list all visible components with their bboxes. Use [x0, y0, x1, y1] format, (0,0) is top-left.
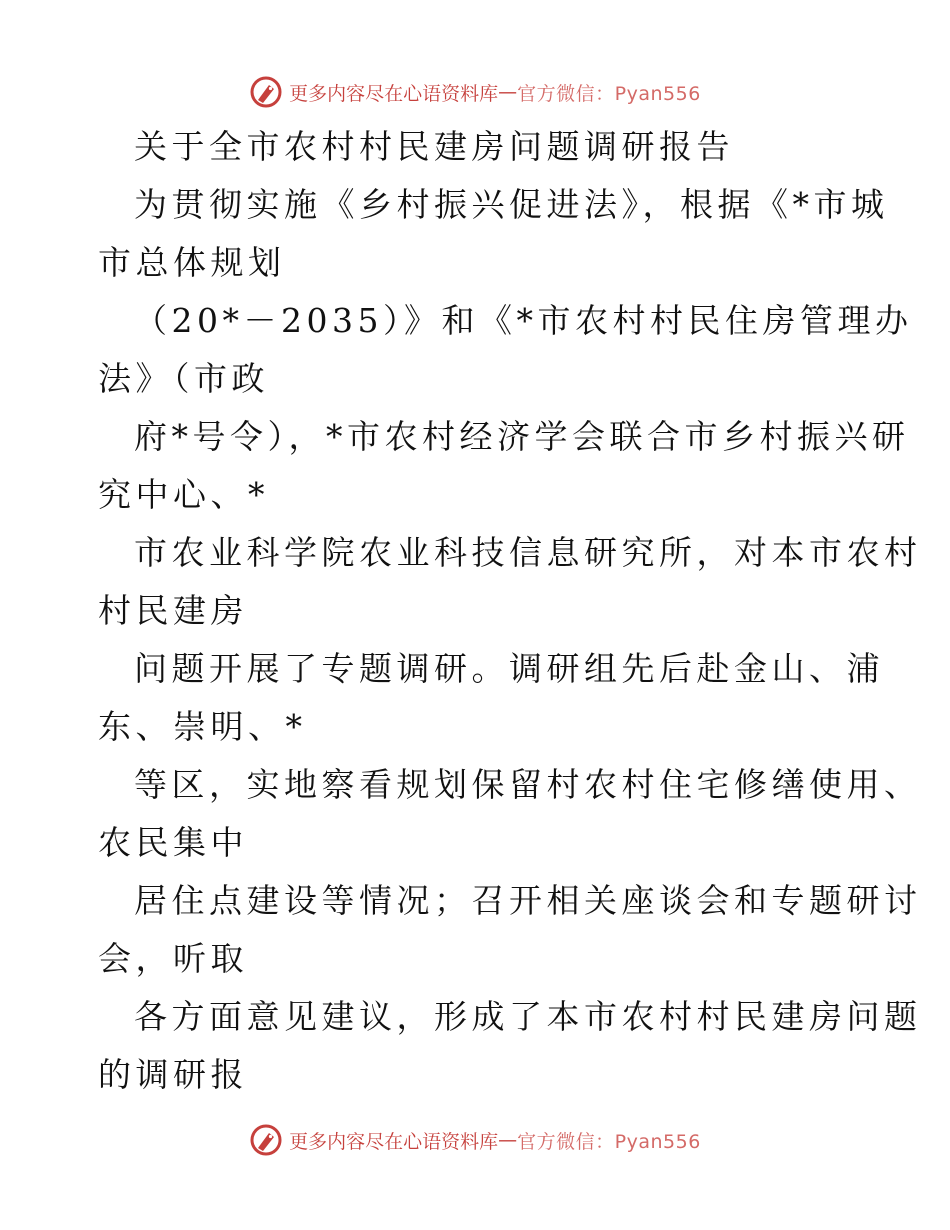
text-line: （20*－2035）》和《*市农村村民住房管理办	[134, 301, 913, 340]
text-line: 村民建房	[98, 591, 248, 630]
watermark-account-text: 官方微信：Pyan556	[517, 82, 701, 105]
text-line: 农民集中	[98, 823, 248, 862]
watermark-main-text: 更多内容尽在心语资料库	[289, 82, 499, 105]
text-line: 为贯彻实施《乡村振兴促进法》，根据《*市城	[134, 185, 889, 224]
text-line: 会，听取	[98, 939, 248, 978]
text-line: 各方面意见建议，形成了本市农村村民建房问题	[134, 997, 922, 1036]
text-line: 东、崇明、*	[98, 707, 307, 746]
text-line: 法》（市政	[98, 359, 269, 398]
text-line: 市农业科学院农业科技信息研究所，对本市农村	[134, 533, 922, 572]
text-line: 究中心、*	[98, 475, 269, 514]
text-line: 等区，实地察看规划保留村农村住宅修缮使用、	[134, 765, 922, 804]
text-line: 居住点建设等情况；召开相关座谈会和专题研讨	[134, 881, 922, 920]
watermark-separator: —	[498, 81, 518, 103]
text-line: 的调研报	[98, 1055, 248, 1094]
pen-nib-logo-icon	[249, 75, 283, 109]
pen-nib-logo-icon	[249, 1123, 283, 1157]
footer-watermark	[0, 1120, 950, 1160]
watermark-separator: —	[498, 1129, 518, 1151]
text-line: 府*号令），*市农村经济学会联合市乡村振兴研	[134, 417, 910, 456]
document-body	[98, 118, 922, 1104]
text-line: 市总体规划	[98, 243, 286, 282]
header-watermark	[0, 72, 950, 112]
watermark-main-text: 更多内容尽在心语资料库	[289, 1130, 499, 1153]
watermark-account-text: 官方微信：Pyan556	[517, 1130, 701, 1153]
text-line: 问题开展了专题调研。调研组先后赴金山、浦	[134, 649, 884, 688]
document-title: 关于全市农村村民建房问题调研报告	[134, 127, 734, 166]
